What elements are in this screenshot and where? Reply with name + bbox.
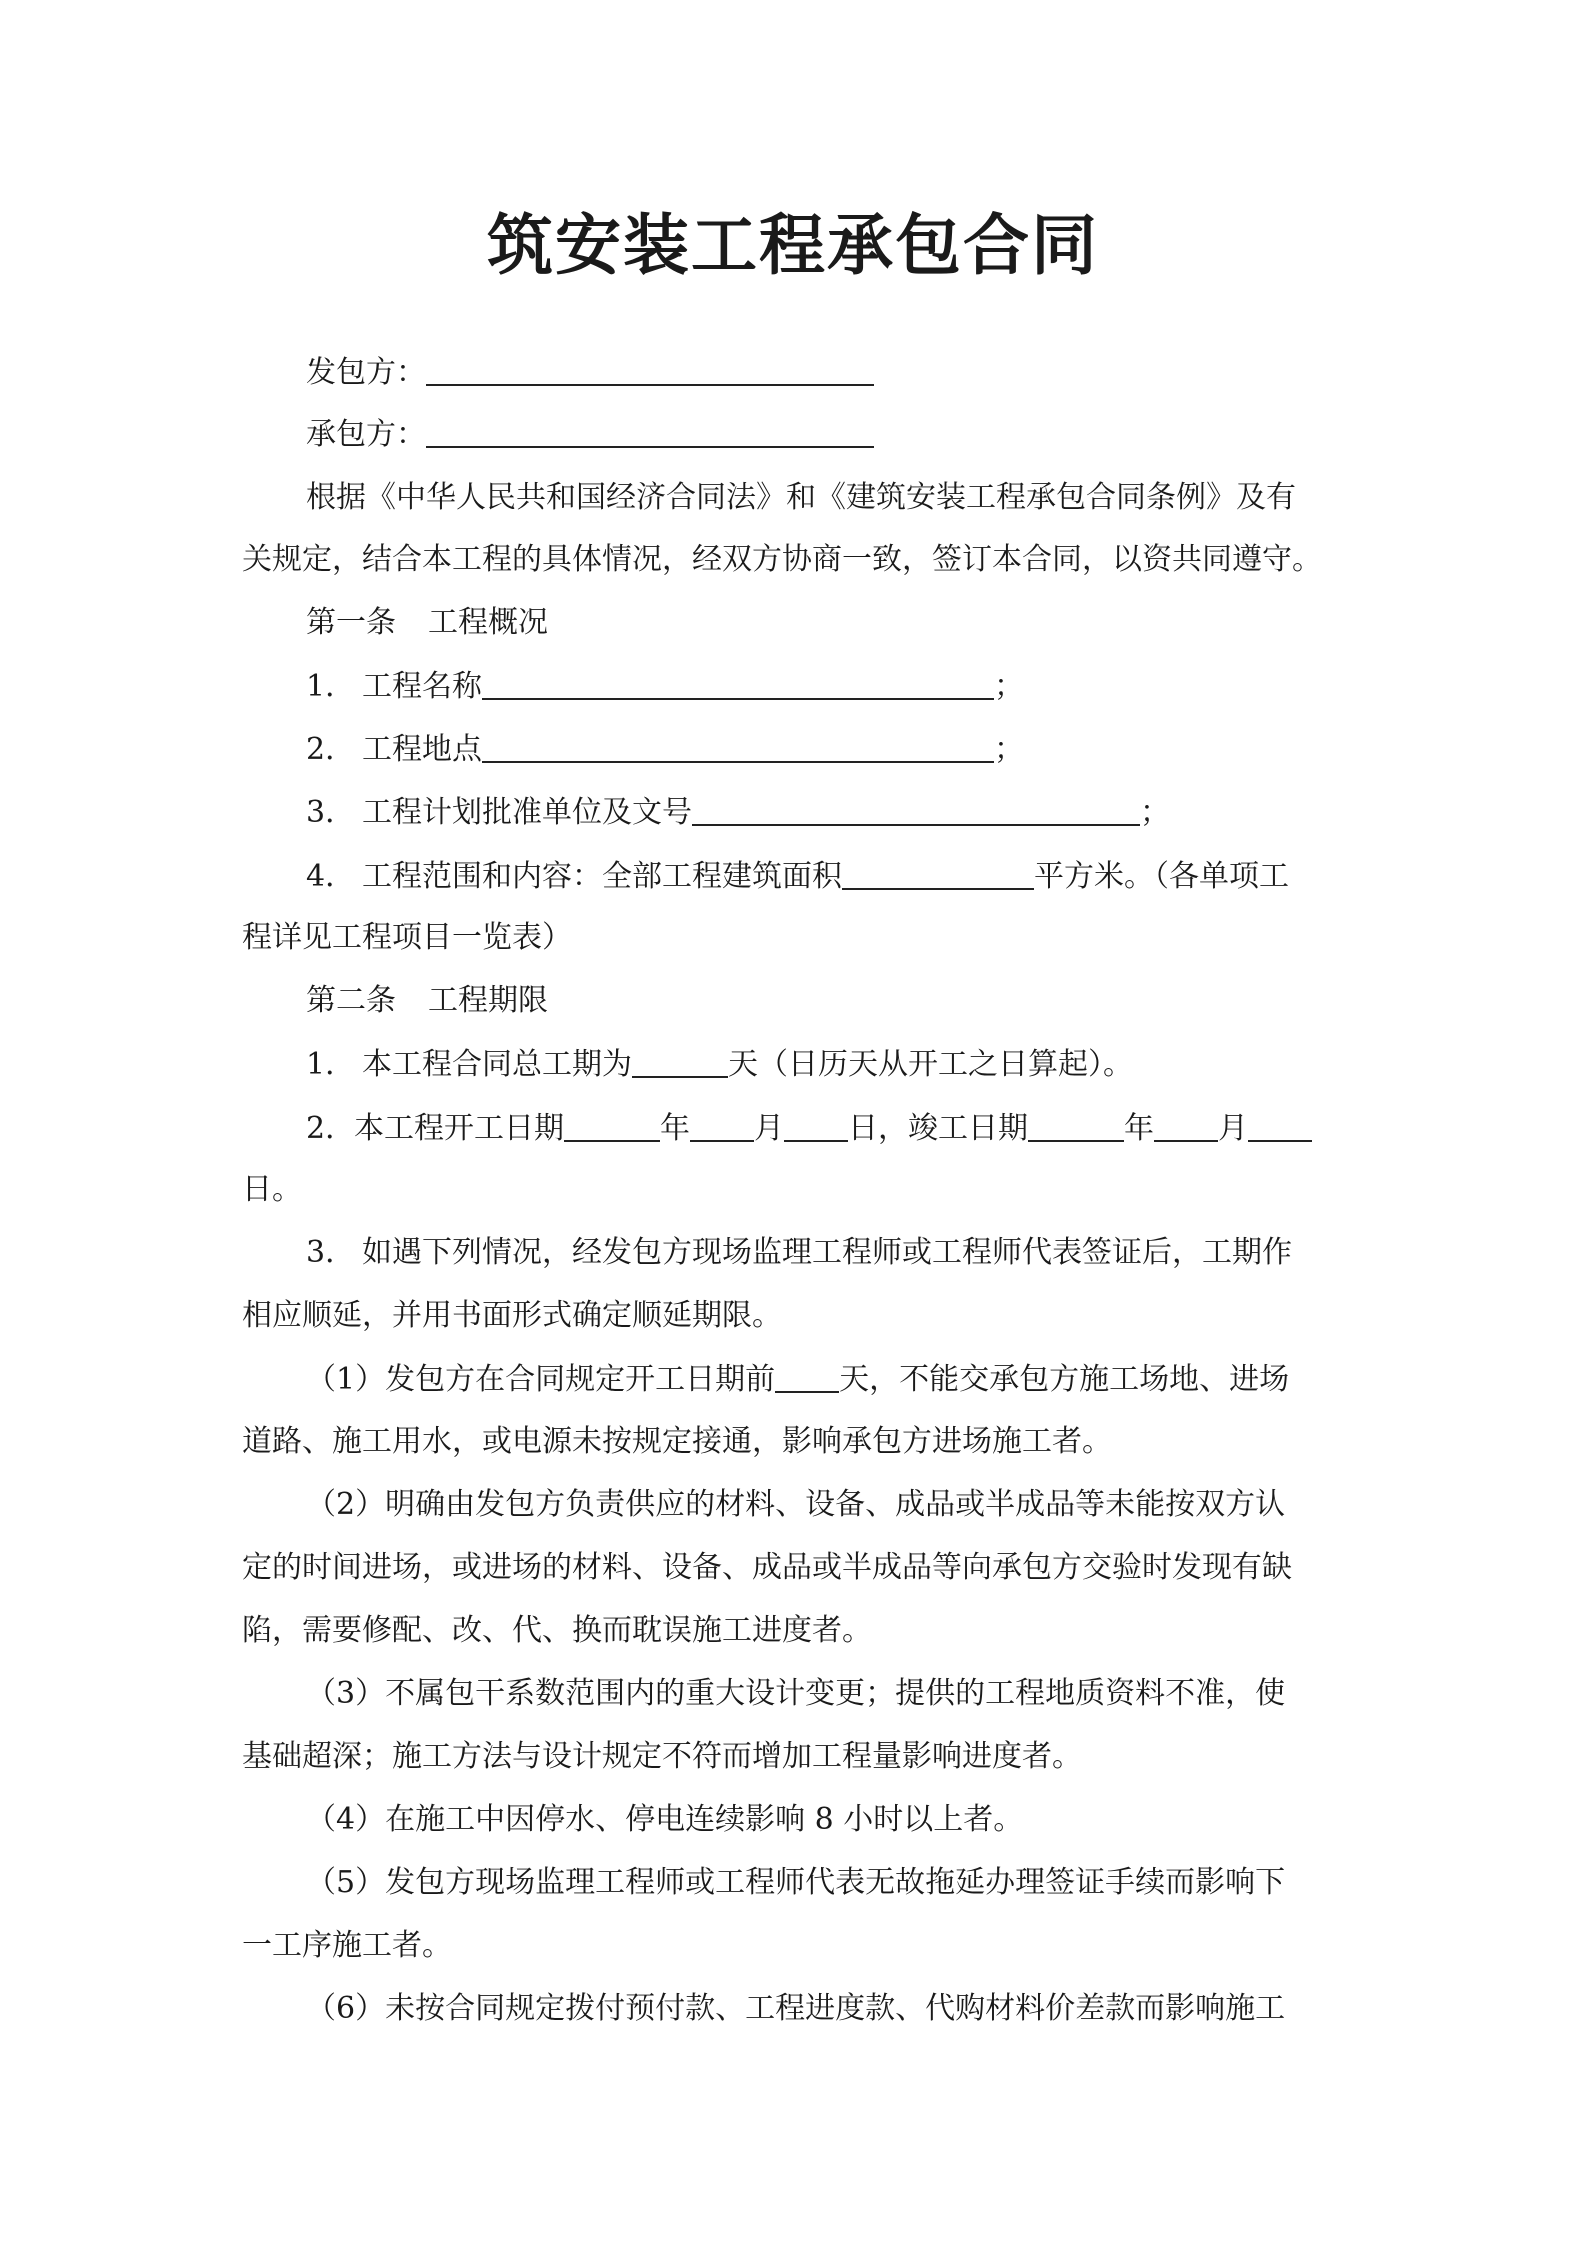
- art2-item-3: [242, 1233, 1352, 1273]
- item-number: 4．: [306, 859, 356, 894]
- intro-line-1: 根据《中华人民共和国经济合同法》和《建筑安装工程承包合同条例》及有: [306, 480, 1296, 515]
- item-number: 1．: [306, 1047, 356, 1082]
- condition-4: [242, 1800, 1352, 1840]
- condition-number: （1）: [306, 1362, 386, 1397]
- approval-label: 工程计划批准单位及文号: [362, 795, 692, 830]
- condition-number: （5）: [306, 1865, 386, 1900]
- project-location-blank[interactable]: [482, 729, 994, 763]
- condition-2-line-3: 陷，需要修配、改、代、换而耽误施工进度者。: [242, 1613, 872, 1648]
- art1-item-4: [242, 856, 1352, 897]
- condition-1-line-2: 道路、施工用水，或电源未按规定接通，影响承包方进场施工者。: [242, 1424, 1112, 1459]
- condition-2-line-2: 定的时间进场，或进场的材料、设备、成品或半成品等向承包方交验时发现有缺: [242, 1550, 1292, 1585]
- art1-item-1: [242, 666, 1352, 707]
- end-year-blank[interactable]: [1028, 1108, 1124, 1142]
- party-b-blank[interactable]: [426, 414, 874, 448]
- condition-6-text: 未按合同规定拨付预付款、工程进度款、代购材料价差款而影响施工: [385, 1991, 1286, 2026]
- month-label: 月: [1218, 1111, 1248, 1146]
- condition-3-text: 不属包干系数范围内的重大设计变更；提供的工程地质资料不准，使: [385, 1676, 1286, 1711]
- end-day-blank[interactable]: [1248, 1108, 1312, 1142]
- day-label: 日，: [848, 1111, 908, 1146]
- item-number: 3．: [306, 1235, 356, 1270]
- scope-tail: 平方米。（各单项工: [1034, 859, 1289, 894]
- days-before-blank[interactable]: [775, 1359, 839, 1393]
- party-a-label: 发包方：: [306, 355, 426, 390]
- condition-number: （2）: [306, 1487, 386, 1522]
- completion-date-label: 竣工日期: [908, 1111, 1028, 1146]
- start-date-label: 本工程开工日期: [354, 1111, 564, 1146]
- art2-item-2-line-2: 日。: [242, 1172, 302, 1207]
- party-b-label: 承包方：: [306, 417, 426, 452]
- art2-item-2: [242, 1108, 1352, 1149]
- condition-5: [242, 1863, 1352, 1903]
- condition-5-text: 发包方现场监理工程师或工程师代表无故拖延办理签证手续而影响下: [385, 1865, 1286, 1900]
- condition-1-text-b: 天，不能交承包方施工场地、进场: [839, 1362, 1290, 1397]
- project-name-label: 工程名称: [362, 669, 482, 704]
- year-label: 年: [1124, 1111, 1154, 1146]
- approval-blank[interactable]: [692, 792, 1140, 826]
- art2-item-3-line-2: 相应顺延，并用书面形式确定顺延期限。: [242, 1298, 782, 1333]
- condition-2-text: 明确由发包方负责供应的材料、设备、成品或半成品等未能按双方认: [385, 1487, 1286, 1522]
- condition-3: [242, 1674, 1352, 1714]
- project-location-label: 工程地点: [362, 732, 482, 767]
- condition-6: [242, 1989, 1352, 2029]
- start-year-blank[interactable]: [564, 1108, 660, 1142]
- condition-1: [242, 1359, 1352, 1400]
- art1-item-4-line-2: 程详见工程项目一览表）: [242, 920, 572, 955]
- condition-number: （3）: [306, 1676, 386, 1711]
- article-1-number: 第一条: [306, 605, 396, 640]
- item-number: 3．: [306, 795, 356, 830]
- condition-number: （4）: [306, 1802, 386, 1837]
- condition-1-text-a: 发包方在合同规定开工日期前: [385, 1362, 776, 1397]
- article-1-title: 工程概况: [428, 605, 548, 640]
- item-semicolon: ；: [994, 669, 1024, 704]
- month-label: 月: [754, 1111, 784, 1146]
- document-title: 筑安装工程承包合同: [487, 206, 1099, 284]
- scope-label: 工程范围和内容：全部工程建筑面积: [362, 859, 842, 894]
- end-month-blank[interactable]: [1154, 1108, 1218, 1142]
- item-3-text: 如遇下列情况，经发包方现场监理工程师或工程师代表签证后，工期作: [362, 1235, 1292, 1270]
- condition-4-text: 在施工中因停水、停电连续影响 8 小时以上者。: [385, 1802, 1024, 1837]
- condition-5-line-2: 一工序施工者。: [242, 1928, 452, 1963]
- year-label: 年: [660, 1111, 690, 1146]
- item-semicolon: ；: [994, 732, 1024, 767]
- article-1-heading: [242, 603, 1352, 643]
- duration-tail: 天（日历天从开工之日算起）。: [728, 1047, 1133, 1082]
- item-number: 2．: [306, 732, 356, 767]
- condition-3-line-2: 基础超深；施工方法与设计规定不符而增加工程量影响进度者。: [242, 1739, 1082, 1774]
- start-day-blank[interactable]: [784, 1108, 848, 1142]
- party-a-blank[interactable]: [426, 352, 874, 386]
- intro-line-2: 关规定，结合本工程的具体情况，经双方协商一致，签订本合同，以资共同遵守。: [242, 542, 1322, 577]
- start-month-blank[interactable]: [690, 1108, 754, 1142]
- party-a-line: [242, 352, 1352, 393]
- art2-item-1: [242, 1044, 1352, 1085]
- article-2-number: 第二条: [306, 983, 396, 1018]
- art1-item-3: [242, 792, 1352, 833]
- art1-item-2: [242, 729, 1352, 770]
- duration-blank[interactable]: [632, 1044, 728, 1078]
- article-2-title: 工程期限: [428, 983, 548, 1018]
- item-number: 1．: [306, 669, 356, 704]
- item-semicolon: ；: [1140, 795, 1170, 830]
- article-2-heading: [242, 981, 1352, 1021]
- condition-2: [242, 1485, 1352, 1525]
- duration-label: 本工程合同总工期为: [362, 1047, 632, 1082]
- condition-number: （6）: [306, 1991, 386, 2026]
- item-number: 2．: [306, 1111, 356, 1146]
- area-blank[interactable]: [842, 856, 1034, 890]
- party-b-line: [242, 414, 1352, 455]
- project-name-blank[interactable]: [482, 666, 994, 700]
